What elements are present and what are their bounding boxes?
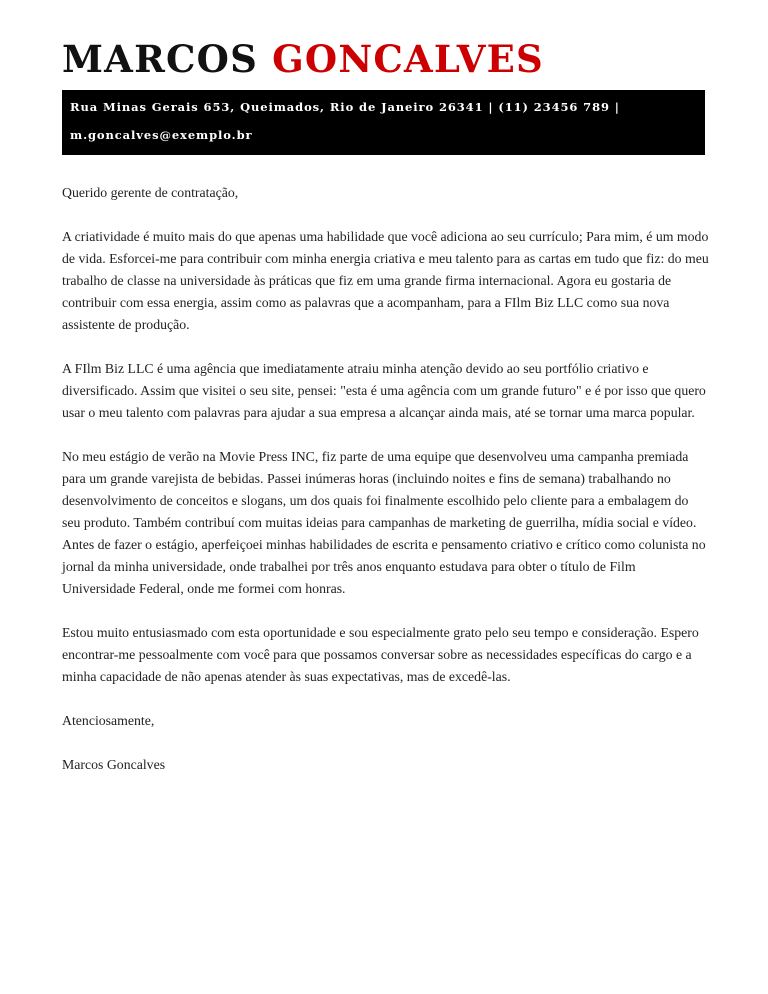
contact-address-phone: Rua Minas Gerais 653, Queimados, Rio de Janeiro 26341 | (11) 23456 789 | [70, 100, 620, 114]
letter-paragraph-1: A criatividade é muito mais do que apenas uma habilidade que você adiciona ao seu currículo; Para mim, é um modo de vida. Esforcei-me para contribuir com minha energia criativa e meu talento para as cartas em tudo que fiz: do meu trabalho de classe na universidade às práticas que fiz em uma grande firma internacional. Agora eu gostaria de contribuir com essa energia, assim como as palavras que a acompanham, para a FIlm Biz LLC como sua nova assistente de produção. [62, 229, 709, 332]
last-name: GONCALVES [272, 37, 544, 81]
letter-paragraph-4: Estou muito entusiasmado com esta oportunidade e sou especialmente grato pelo seu tempo e consideração. Espero encontrar-me pessoalmente com você para que possamos conversar sobre as necessidades específicas do cargo e a minha capacidade de não apenas atender às suas expectativas, mas de excedê-las. [62, 625, 699, 684]
candidate-name [62, 36, 544, 82]
contact-bar [62, 90, 705, 155]
letter-greeting: Querido gerente de contratação, [62, 185, 239, 200]
letter-paragraph-3: No meu estágio de verão na Movie Press INC, fiz parte de uma equipe que desenvolveu uma campanha premiada para um grande varejista de bebidas. Passei inúmeras horas (incluindo noites e fins de semana) trabalhando no desenvolvimento de conceitos e slogans, um dos quais foi finalmente escolhido pelo cliente para a embalagem do seu produto. Também contribuí com muitas ideias para campanhas de marketing de guerrilha, mídia social e vídeo. Antes de fazer o estágio, aperfeiçoei minhas habilidades de escrita e pensamento criativo e crítico como colunista no jornal da minha universidade, onde trabalhei por três anos enquanto estudava para obter o título de Film Universidade Federal, onde me formei com honras. [62, 449, 706, 596]
contact-email: m.goncalves@exemplo.br [70, 128, 253, 142]
letter-paragraph-2: A FIlm Biz LLC é uma agência que imediatamente atraiu minha atenção devido ao seu portfólio criativo e diversificado. Assim que visitei o seu site, pensei: "esta é uma agência com um grande futuro" e é por isso que quero usar o meu talento com palavras para ajudar a sua empresa a alcançar ainda mais, até se tornar uma marca popular. [62, 361, 706, 420]
letter-closing: Atenciosamente, [62, 713, 155, 728]
letter-signature: Marcos Goncalves [62, 757, 166, 772]
letter-body [62, 182, 710, 776]
first-name: MARCOS [62, 37, 259, 81]
